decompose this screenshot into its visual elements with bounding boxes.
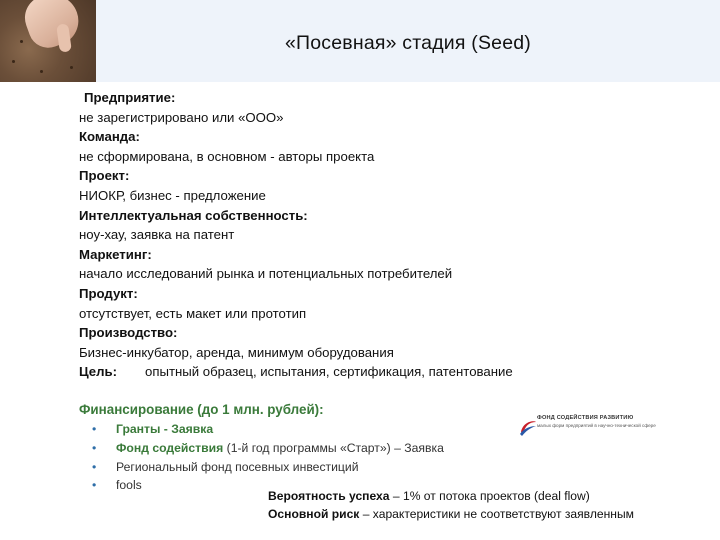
enterprise-value: не зарегистрировано или «ООО» <box>79 109 284 125</box>
soil-speck <box>40 70 43 73</box>
bullet-icon: • <box>92 422 97 436</box>
financing-list <box>92 420 444 495</box>
team-label: Команда: <box>79 129 140 145</box>
fund-logo <box>519 410 699 444</box>
soil-speck <box>20 40 23 43</box>
ip-value: ноу-хау, заявка на патент <box>79 227 235 243</box>
slide-title: «Посевная» стадия (Seed) <box>285 32 531 54</box>
marketing-value: начало исследований рынка и потенциальных потребителей <box>79 266 453 282</box>
soil-speck <box>70 66 73 69</box>
goal-value: опытный образец, испытания, сертификация, патентование <box>145 364 513 380</box>
hand-shape <box>19 0 86 53</box>
funding-source-detail: fools <box>116 478 142 493</box>
list-item <box>92 458 444 477</box>
funding-source-strong: Гранты - Заявка <box>116 422 214 436</box>
project-value: НИОКР, бизнес - предложение <box>79 187 266 203</box>
main-risk <box>268 506 634 524</box>
funding-source-detail: Региональный фонд посевных инвестиций <box>116 459 359 474</box>
fund-logo-swoosh-icon <box>519 418 537 438</box>
fund-logo-subtitle: малых форм предприятий в научно-технической сфере <box>537 423 656 428</box>
risk-label: Основной риск <box>268 506 360 521</box>
financing-heading: Финансирование (до 1 млн. рублей): <box>79 402 324 417</box>
production-value: Бизнес-инкубатор, аренда, минимум оборудования <box>79 344 394 360</box>
success-probability <box>268 488 634 506</box>
success-value: – 1% от потока проектов (deal flow) <box>389 489 590 503</box>
bullet-icon: • <box>92 478 97 493</box>
ip-label: Интеллектуальная собственность: <box>79 207 308 223</box>
bullet-icon: • <box>92 459 97 474</box>
funding-source-detail: (1-й год программы «Старт») – Заявка <box>223 440 444 455</box>
list-item <box>92 420 444 439</box>
bullet-icon: • <box>92 440 97 455</box>
fund-logo-name: ФОНД СОДЕЙСТВИЯ РАЗВИТИЮ <box>537 415 634 421</box>
seeding-hand-photo <box>0 0 96 82</box>
risk-value: – характеристики не соответствуют заявленным <box>359 506 634 521</box>
production-label: Производство: <box>79 325 178 341</box>
enterprise-label: Предприятие: <box>84 90 176 105</box>
list-item <box>92 439 444 458</box>
soil-speck <box>12 60 15 63</box>
marketing-label: Маркетинг: <box>79 246 152 262</box>
product-value: отсутствует, есть макет или прототип <box>79 305 307 321</box>
funding-source-strong: Фонд содействия <box>116 440 224 455</box>
summary-block <box>268 488 634 523</box>
goal-label: Цель: <box>79 364 118 380</box>
success-label: Вероятность успеха <box>268 489 390 503</box>
product-label: Продукт: <box>79 285 138 301</box>
project-label: Проект: <box>79 168 130 184</box>
team-value: не сформирована, в основном - авторы проекта <box>79 148 375 164</box>
goal-row <box>79 362 709 382</box>
stage-description <box>79 88 709 382</box>
